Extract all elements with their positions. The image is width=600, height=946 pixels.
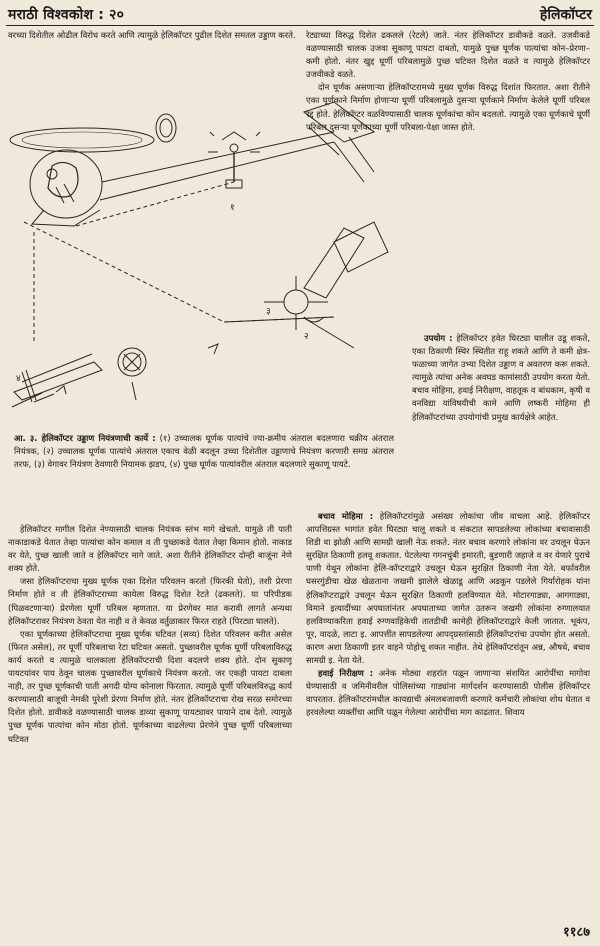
uses-text: हेलिकॉप्टर हवेत घिरट्या घालीत उडू शकते, एका ठिकाणी स्थिर स्थितीत राहू शकते आणि ते कमी क्षेत्र-फळाच्या जागेत उभ्या दिशेत उड्डाण व अवतरण करू शकते. त्यामुळे त्यांचा अनेक अवघड कामांसाठी उपयोग करता येतो. बचाव मोहिमा, हवाई निरीक्षण, वाहतूक व बांधकाम, कृषी व वनविद्या यांविषयीची कामे आणि लष्करी मोहिमा ही हेलिकॉप्टरांच्या उपयोगांची प्रमुख कार्यक्षेत्रे आहेत. bbox=[412, 333, 590, 422]
right-column-body bbox=[306, 510, 590, 922]
paragraph: एका घूर्णकाच्या हेलिकॉप्टराचा मुख्य घूर्णक घटिवत (सव्य) दिशेत परिवलन करीत असेल (फिरत असेल), तर घूर्णी परिबलाचा रेटा घटिवत असतो. पुच्छावरील घूर्णक घूर्णी परिबलाविरुद्ध कार्य करतो व त्यामुळे चालकाला हेलिकॉप्टराची दिशा बदलणे शक्य होते. दोन सुकाणू पायटयांवर पाय ठेवून चालक पुच्छावरील घूर्णकाचे नियंत्रण करतो. जर एकही पायटा दाबला नाही, तर पुच्छ घूर्णकाची पाती अगदी योग्य कोनाला फिरतात. त्यामुळे घूर्णी परिबलविरुद्ध कार्य करण्यासाठी बाजूची नेमकी पुरेशी प्रेरणा निर्माण होते. नंतर हेलिकॉप्टराचा रोख सरळ समोरच्या दिशेत होतो. डावीकडे वळण्यासाठी चालक डाव्या सुकाणू पायट्यावर पायाने दाब देतो. त्यामुळे पुच्छ घूर्णक पात्यांचा कोन मोठा होतो. घूर्णकाच्या वाढलेल्या प्रेरणेने पुच्छ घूर्णी परिबलाच्या घटिवत bbox=[8, 628, 292, 744]
figure-label-3: ३ bbox=[266, 307, 271, 317]
paragraph: दोन घूर्णक असणाऱ्या हेलिकॉप्टरामध्ये मुख्य घूर्णक विरुद्ध दिशांत फिरतात. अशा रीतीने एका घूर्णकाने निर्माण होणाऱ्या घूर्णी परिबलामुळे दुसऱ्या घूर्णकाने निर्माण केलेले घूर्णी परिबल रद्द होते. हेलिकॉप्टर वळविण्यासाठी चालक घूर्णकांचा कोन बदलतो. त्यामुळे एका घूर्णकाचे घूर्णी परिबल दुसऱ्या घूर्णकाच्या घूर्णी परिबला-पेक्षा जास्त होते. bbox=[306, 82, 590, 132]
caption-text: (१) उच्चालक घूर्णक पात्यांचे ज्या-क्रमीय अंतराल बदलणारा चक्रीय अंतराल नियंत्रक, (२) उच्चालक घूर्णक पात्यांचे अंतराल एकाच वेळी बदलून उच्चा दिशेतील उड्डाणाचे नियंत्रण करणारी समग्र अंतराल तरफ, (३) वेगावर नियंत्रण ठेवणारी नियामक झडप, (४) पुच्छ घूर्णक पात्यांवरील अंतराल बदलणारे सुकाणू पायटे. bbox=[14, 433, 394, 470]
figure-label-1: १ bbox=[230, 203, 235, 213]
running-header-right: हेलिकॉप्टर bbox=[539, 7, 592, 23]
uses-heading: उपयोग : bbox=[424, 333, 453, 343]
rotor-disc bbox=[10, 128, 154, 152]
page-number: ११८७ bbox=[562, 925, 590, 940]
left-column-body bbox=[8, 523, 292, 921]
header-rule bbox=[6, 25, 594, 26]
caption-label: आ. ३. हेलिकॉप्टर उड्डाण नियंत्रणाची कार्ये : bbox=[14, 433, 156, 443]
paragraph: रेट्याच्या विरुद्ध दिशेत ढकलले (रेटले) जाते. नंतर हेलिकॉप्टर डावीकडे वळते. उजवीकडे वळण्यासाठी चालक उजवा सुकाणू पायटा दाबतो, यामुळे पुच्छ घूर्णक पात्यांचा कोन–प्रेरणा–कमी होतो. नंतर खुद्द घूर्णी परिबलामुळे पुच्छ घटिवत दिशेत वळते व त्यामुळे हेलिकॉप्टर उजवीकडे वळते. bbox=[306, 30, 590, 80]
paragraph: वरच्या दिशेतील ओढील विरोध करते आणि त्यामुळे हेलिकॉप्टर पुढील दिशेत समतल उड्डाण करते. bbox=[8, 30, 296, 40]
left-column-top bbox=[8, 29, 298, 57]
governor-valve bbox=[284, 290, 308, 314]
figure-label-2: २ bbox=[304, 332, 309, 342]
right-column-top bbox=[306, 29, 590, 329]
aerial-heading: हवाई निरीक्षण : bbox=[318, 668, 374, 679]
uses-section bbox=[412, 332, 590, 502]
aerial-text: अनेक मोठ्या शहरांत पळून जाणाऱ्या संशयित आरोपींचा मागोवा घेण्यासाठी व जमिनीवरील पोलिसांच्या गाड्यांना मार्गदर्शन करण्यासाठी पोलीस हेलिकॉप्टर वापरतात. हेलिकॉप्टरांमधील कायद्याची अंमलबजावणी करणारे कर्मचारी लोकांचा शोध घेतात व हरवलेल्या व्यक्तींचा आणि पळून गेलेल्या आरोपींचा माग काढतात. शिवाय bbox=[306, 668, 590, 718]
cockpit bbox=[30, 150, 102, 218]
running-header-left: मराठी विश्वकोश : २० bbox=[8, 7, 125, 23]
figure-label-4: ४ bbox=[16, 374, 21, 384]
rescue-text: हेलिकॉप्टरांमुळे असंख्य लोकांचा जीव वाचला आहे. हेलिकॉप्टर आपत्तिग्रस्त भागांत हवेत घिरट्या चालू शकते व संकटात सापडलेल्या लोकांच्या बचावासाठी शिडी वा झोळी आणि सामग्री खाली नेऊ शकते. नंतर बचाव करणारे लोकांना वर उचलून घेऊन सुरक्षित ठिकाणी हलवू शकतात. पेटलेल्या गगनचुंबी इमारती, बुडणारी जहाजे व वर येणारे पुराचे पाणी येथून लोकांना हेलि-कॉप्टराद्वारे उचलून घेऊन सुरक्षित ठिकाणी नेता येते. बर्फावरील घसरगुंडीचा खेळ खेळताना जखमी झालेले खेळाडू आणि अडकून पडलेले गिर्यारोहक यांना हेलिकॉप्टराद्वारे उचलून घेऊन सुरक्षित ठिकाणी हलविण्यात येते. मोटारगाड्या, आगगाड्या, विमाने इत्यादींच्या अपघातांनंतर अपघाताच्या जागेत उतरून जखमी लोकांना रुग्णालयात हलविण्याकरिता हवाई रुग्णवाहिकेची तातडीची कामेही हेलिकॉप्टराद्वारे केली जातात. भूकंप, पूर, वादळे, लाटा इ. आपत्तींत सापडलेल्या आपद्ग्रस्तांसाठी हेलिकॉप्टरांचा उपयोग होत असतो. कारण अशा ठिकाणी इतर वाहने पोहोचू शकत नाहीत. तेथे हेलिकॉप्टरांतून अन्न, औषधे, बचाव सामग्री इ. नेता येते. bbox=[306, 511, 590, 666]
paragraph: जसा हेलिकॉप्टराचा मुख्य घूर्णक एका दिशेत परिवलन करतो (फिरकी घेतो), तशी प्रेरणा निर्माण होते व ती हेलिकॉप्टराच्या कायेला विरुद्ध दिशेत रेटते (ढकलते). या परिपीडक (पिळवटणाऱ्या) प्रेरणेला घूर्णी परिबल म्हणतात. या प्रेरणेवर मात करावी लागते अन्यथा हेलिकॉप्टरावर नियंत्रण ठेवता येत नाही व ते केवळ वर्तुळाकार फिरत राहते (पिरट्या घालते). bbox=[8, 576, 292, 626]
figure-caption bbox=[14, 432, 394, 471]
rescue-heading: बचाव मोहिमा : bbox=[318, 511, 374, 521]
paragraph: हेलिकॉप्टर मागील दिशेत नेण्यासाठी चालक नियंत्रक स्तंभ मागे खेचतो. यामुळे ती पाती नाकाडाकडे येतात तेव्हा पात्यांचा कोन कमाल व ती पुच्छाकडे येतात तेव्हा किमान होतो. नाकाड वर येते, पुच्छ खाली जाते व हेलिकॉप्टर मागे जाते. अशा रीतीने हेलिकॉप्टर दोन्ही बाजूंना नेणे शक्य होते. bbox=[8, 524, 292, 574]
